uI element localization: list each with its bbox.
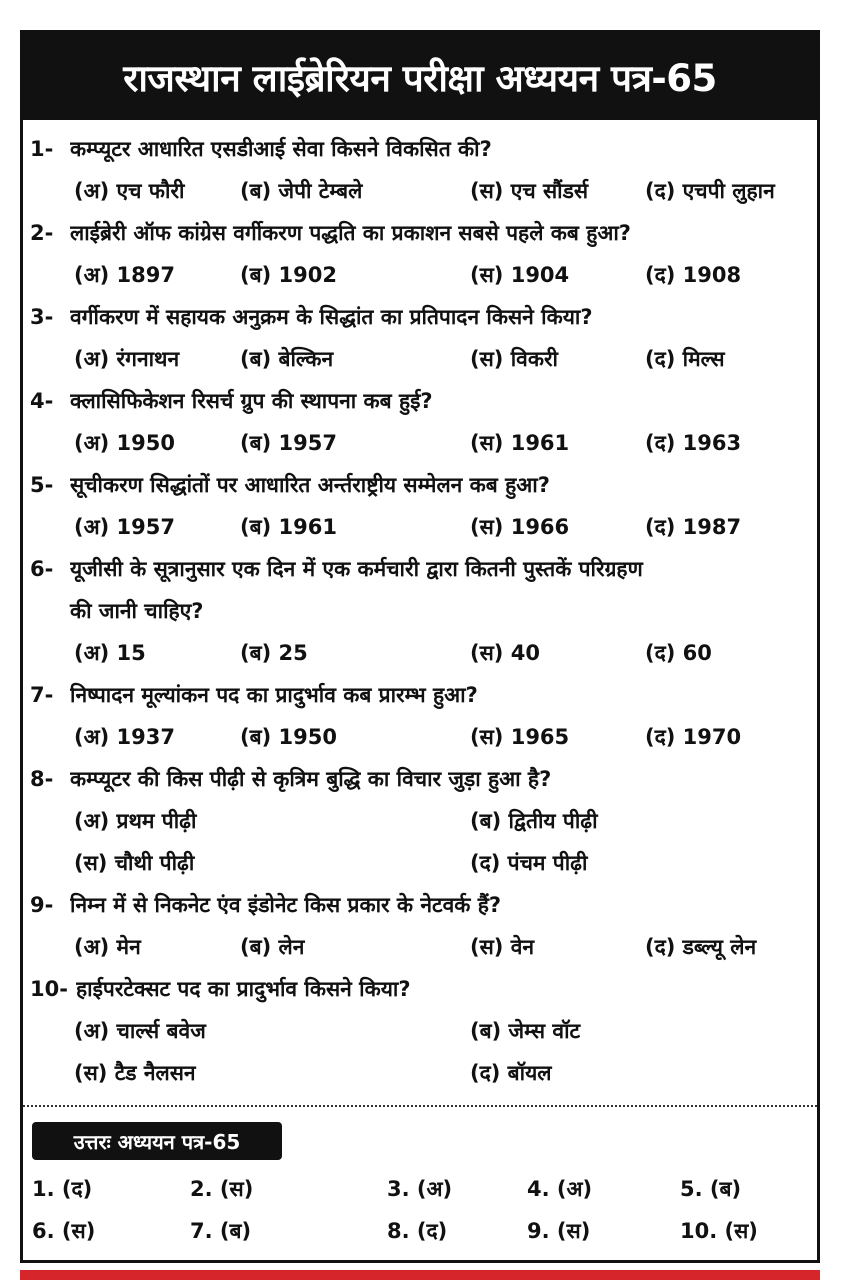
question-text: क्लासिफिकेशन रिसर्च ग्रुप की स्थापना कब हुई? [70, 389, 433, 413]
option-a: (अ) 15 [74, 641, 146, 665]
option-c: (स) टैड नैलसन [74, 1061, 196, 1085]
option-d: (द) मिल्स [645, 347, 725, 371]
option-c: (स) 1961 [470, 431, 570, 455]
option-d: (द) बॉयल [470, 1061, 552, 1085]
question-7 [30, 674, 814, 758]
question-number: 10- [30, 977, 68, 1001]
option-b: (ब) 1902 [240, 263, 337, 287]
answer-item: 8. (द) [387, 1219, 448, 1243]
option-d: (द) 1963 [645, 431, 742, 455]
question-number: 3- [30, 305, 54, 329]
option-b: (ब) 25 [240, 641, 308, 665]
option-c: (स) 1965 [470, 725, 570, 749]
answer-row [32, 1168, 812, 1210]
option-c: (स) चौथी पीढ़ी [74, 851, 195, 875]
answer-key [32, 1168, 812, 1252]
answers-heading: उत्तरः अध्ययन पत्र-65 [32, 1122, 282, 1160]
question-text: सूचीकरण सिद्धांतों पर आधारित अर्न्तराष्ट्रीय सम्मेलन कब हुआ? [70, 473, 550, 497]
answer-item: 3. (अ) [387, 1177, 453, 1201]
option-d: (द) 1908 [645, 263, 742, 287]
option-c: (स) 1966 [470, 515, 570, 539]
option-d: (द) 1970 [645, 725, 742, 749]
option-row [30, 1010, 814, 1052]
question-text: कम्प्यूटर आधारित एसडीआई सेवा किसने विकसित की? [70, 137, 492, 161]
option-b: (ब) 1950 [240, 725, 337, 749]
option-c: (स) एच सौंडर्स [470, 179, 589, 203]
option-b: (ब) बेल्किन [240, 347, 334, 371]
question-list [30, 128, 814, 1094]
option-row [30, 338, 814, 380]
question-text: निष्पादन मूल्यांकन पद का प्रादुर्भाव कब प्रारम्भ हुआ? [70, 683, 478, 707]
option-b: (ब) जेपी टेम्बले [240, 179, 363, 203]
option-row [30, 926, 814, 968]
answer-item: 2. (स) [190, 1177, 254, 1201]
question-8 [30, 758, 814, 884]
option-b: (ब) 1957 [240, 431, 337, 455]
question-text: निम्न में से निकनेट एंव इंडोनेट किस प्रकार के नेटवर्क हैं? [70, 893, 502, 917]
question-number: 8- [30, 767, 54, 791]
question-2 [30, 212, 814, 296]
question-5 [30, 464, 814, 548]
question-number: 1- [30, 137, 54, 161]
option-row [30, 716, 814, 758]
answer-item: 1. (द) [32, 1177, 93, 1201]
option-row [30, 632, 814, 674]
answer-row [32, 1210, 812, 1252]
option-a: (अ) रंगनाथन [74, 347, 180, 371]
option-row [30, 842, 814, 884]
option-a: (अ) 1950 [74, 431, 175, 455]
answer-item: 6. (स) [32, 1219, 96, 1243]
answer-item: 5. (ब) [680, 1177, 742, 1201]
option-row [30, 800, 814, 842]
option-row [30, 254, 814, 296]
question-text: वर्गीकरण में सहायक अनुक्रम के सिद्धांत का प्रतिपादन किसने किया? [70, 305, 593, 329]
question-number: 5- [30, 473, 54, 497]
option-a: (अ) 1897 [74, 263, 175, 287]
question-4 [30, 380, 814, 464]
option-a: (अ) 1957 [74, 515, 175, 539]
option-row [30, 506, 814, 548]
option-b: (ब) द्वितीय पीढ़ी [470, 809, 598, 833]
answer-item: 9. (स) [527, 1219, 591, 1243]
question-10 [30, 968, 814, 1094]
answer-item: 10. (स) [680, 1219, 758, 1243]
option-a: (अ) प्रथम पीढ़ी [74, 809, 197, 833]
option-c: (स) वेन [470, 935, 535, 959]
question-9 [30, 884, 814, 968]
question-text-continued: की जानी चाहिए? [70, 599, 204, 623]
option-a: (अ) मेन [74, 935, 141, 959]
option-row [30, 422, 814, 464]
question-number: 6- [30, 557, 54, 581]
option-b: (ब) जेम्स वॉट [470, 1019, 581, 1043]
question-number: 9- [30, 893, 54, 917]
option-row [30, 1052, 814, 1094]
question-3 [30, 296, 814, 380]
question-6 [30, 548, 814, 674]
question-number: 2- [30, 221, 54, 245]
question-text: कम्प्यूटर की किस पीढ़ी से कृत्रिम बुद्धि का विचार जुड़ा हुआ है? [70, 767, 552, 791]
option-row [30, 170, 814, 212]
question-text: यूजीसी के सूत्रानुसार एक दिन में एक कर्मचारी द्वारा कितनी पुस्तकें परिग्रहण [70, 557, 643, 581]
option-d: (द) 1987 [645, 515, 742, 539]
option-c: (स) विकरी [470, 347, 558, 371]
question-number: 7- [30, 683, 54, 707]
option-c: (स) 1904 [470, 263, 570, 287]
page-title: राजस्थान लाईब्रेरियन परीक्षा अध्ययन पत्र-65 [23, 33, 817, 120]
option-b: (ब) 1961 [240, 515, 337, 539]
option-a: (अ) चार्ल्स बवेज [74, 1019, 206, 1043]
question-text: हाईपरटेक्सट पद का प्रादुर्भाव किसने किया? [76, 977, 411, 1001]
option-b: (ब) लेन [240, 935, 305, 959]
question-text: लाईब्रेरी ऑफ कांग्रेस वर्गीकरण पद्धति का प्रकाशन सबसे पहले कब हुआ? [70, 221, 631, 245]
option-d: (द) 60 [645, 641, 712, 665]
option-a: (अ) एच फौरी [74, 179, 185, 203]
answer-item: 7. (ब) [190, 1219, 252, 1243]
option-a: (अ) 1937 [74, 725, 175, 749]
answer-item: 4. (अ) [527, 1177, 593, 1201]
option-d: (द) पंचम पीढ़ी [470, 851, 588, 875]
bottom-accent-strip [20, 1270, 820, 1280]
dotted-divider [23, 1105, 817, 1107]
option-c: (स) 40 [470, 641, 540, 665]
option-d: (द) एचपी लुहान [645, 179, 775, 203]
question-number: 4- [30, 389, 54, 413]
option-d: (द) डब्ल्यू लेन [645, 935, 757, 959]
question-1 [30, 128, 814, 212]
